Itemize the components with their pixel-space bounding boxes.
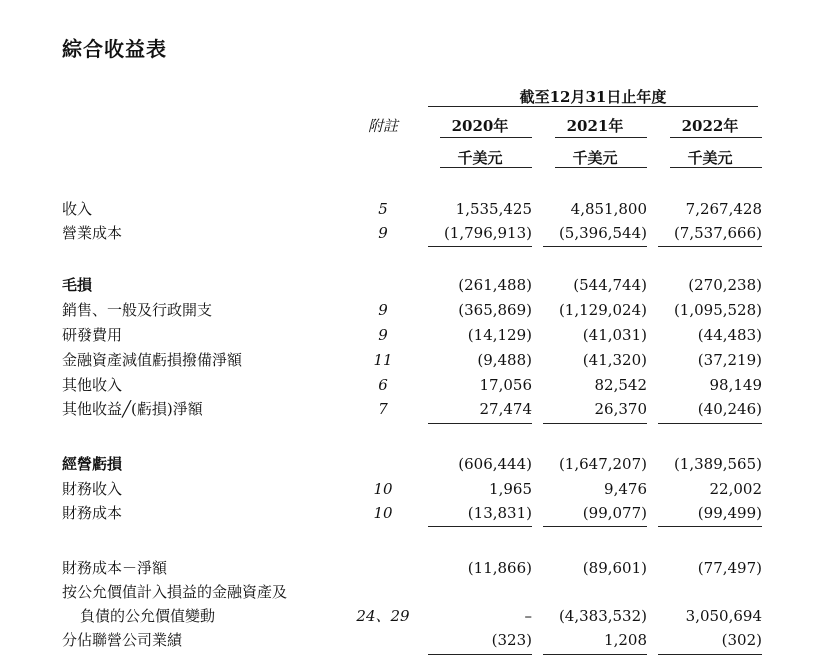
row-value-2022: 98,149 <box>709 376 762 394</box>
row-note: 9 <box>378 301 388 319</box>
row-note: 11 <box>373 351 393 369</box>
row-label: 財務成本－淨額 <box>62 559 168 577</box>
row-value-2020: (365,869) <box>458 301 532 319</box>
row-value-2022: (270,238) <box>688 276 762 294</box>
row-note: 6 <box>378 376 388 394</box>
table-row <box>0 397 836 421</box>
unit-label-2020: 千美元 <box>457 149 503 167</box>
row-value-2020: (11,866) <box>467 559 532 577</box>
subtotal-rule <box>658 526 762 527</box>
row-note: 7 <box>378 400 388 418</box>
unit-rule-2020 <box>440 167 532 168</box>
row-note: 10 <box>373 504 393 522</box>
row-value-2021: 82,542 <box>594 376 647 394</box>
row-value-2022: (44,483) <box>697 326 762 344</box>
table-row <box>0 556 836 580</box>
row-note: 24、29 <box>356 607 410 625</box>
table-row <box>0 373 836 397</box>
row-value-2020: 1,965 <box>489 480 532 498</box>
row-value-2021: (544,744) <box>573 276 647 294</box>
row-value-2020: 1,535,425 <box>455 200 532 218</box>
row-value-2022: (77,497) <box>697 559 762 577</box>
subtotal-rule <box>543 423 647 424</box>
row-value-2022: 7,267,428 <box>685 200 762 218</box>
row-value-2021: (41,031) <box>582 326 647 344</box>
row-note: 9 <box>378 326 388 344</box>
table-row <box>0 197 836 221</box>
subtotal-rule <box>658 654 762 655</box>
row-value-2021: 9,476 <box>604 480 647 498</box>
row-value-2022: (99,499) <box>697 504 762 522</box>
row-label: 負債的公允價值變動 <box>80 607 216 625</box>
row-value-2021: (99,077) <box>582 504 647 522</box>
row-value-2022: 3,050,694 <box>685 607 762 625</box>
row-label: 財務收入 <box>62 480 123 498</box>
row-value-2020: (261,488) <box>458 276 532 294</box>
subtotal-rule <box>428 246 532 247</box>
table-row <box>0 221 836 245</box>
subtotal-rule <box>658 423 762 424</box>
subtotal-rule <box>658 246 762 247</box>
unit-label-2022: 千美元 <box>687 149 733 167</box>
subtotal-rule <box>543 654 647 655</box>
row-value-2022: (1,389,565) <box>673 455 762 473</box>
row-value-2020: 27,474 <box>479 400 532 418</box>
row-value-2020: (606,444) <box>458 455 532 473</box>
subtotal-rule <box>543 246 647 247</box>
column-header-2020: 2020年 <box>451 117 509 135</box>
column-header-2022: 2022年 <box>681 117 739 135</box>
unit-rule-2021 <box>555 167 647 168</box>
row-label: 銷售、一般及行政開支 <box>62 301 213 319</box>
row-value-2021: 4,851,800 <box>570 200 647 218</box>
row-value-2020: – <box>524 607 532 625</box>
row-value-2020: (13,831) <box>467 504 532 522</box>
column-header-rule-2020 <box>440 137 532 138</box>
row-value-2020: (323) <box>491 631 532 649</box>
note-column-header: 附註 <box>367 117 398 135</box>
subtotal-rule <box>428 526 532 527</box>
table-row <box>0 604 836 628</box>
row-value-2021: (5,396,544) <box>558 224 647 242</box>
row-label: 經營虧損 <box>62 455 123 473</box>
row-label: 按公允價值計入損益的金融資產及 <box>62 583 288 601</box>
row-label: 其他收益╱(虧損)淨額 <box>62 400 203 418</box>
row-value-2022: 22,002 <box>709 480 762 498</box>
row-value-2021: (1,647,207) <box>558 455 647 473</box>
row-value-2022: (40,246) <box>697 400 762 418</box>
statement-title: 綜合收益表 <box>62 37 167 61</box>
unit-label-2021: 千美元 <box>572 149 618 167</box>
subtotal-rule <box>428 423 532 424</box>
period-header: 截至12月31日止年度 <box>519 88 667 106</box>
subtotal-rule <box>543 526 647 527</box>
row-label: 其他收入 <box>62 376 123 394</box>
row-label: 研發費用 <box>62 326 123 344</box>
row-label: 收入 <box>62 200 93 218</box>
row-value-2022: (37,219) <box>697 351 762 369</box>
row-value-2020: 17,056 <box>479 376 532 394</box>
row-note: 9 <box>378 224 388 242</box>
row-label: 分佔聯營公司業績 <box>62 631 183 649</box>
row-value-2022: (7,537,666) <box>673 224 762 242</box>
row-value-2020: (14,129) <box>467 326 532 344</box>
table-row <box>0 298 836 322</box>
row-label: 營業成本 <box>62 224 123 242</box>
subtotal-rule <box>428 654 532 655</box>
row-note: 5 <box>378 200 388 218</box>
row-value-2021: 26,370 <box>594 400 647 418</box>
table-row <box>0 580 836 604</box>
row-label: 財務成本 <box>62 504 123 522</box>
period-header-rule <box>428 106 758 107</box>
row-value-2021: (1,129,024) <box>558 301 647 319</box>
row-value-2021: (41,320) <box>582 351 647 369</box>
row-value-2020: (1,796,913) <box>443 224 532 242</box>
table-row <box>0 273 836 297</box>
row-label: 毛損 <box>62 276 93 294</box>
row-value-2021: 1,208 <box>604 631 647 649</box>
row-value-2021: (4,383,532) <box>558 607 647 625</box>
table-row <box>0 348 836 372</box>
table-row <box>0 628 836 652</box>
table-row <box>0 477 836 501</box>
row-label: 金融資產減值虧損撥備淨額 <box>62 351 243 369</box>
table-row <box>0 501 836 525</box>
unit-rule-2022 <box>670 167 762 168</box>
column-header-rule-2021 <box>555 137 647 138</box>
row-value-2022: (1,095,528) <box>673 301 762 319</box>
table-row <box>0 323 836 347</box>
column-header-2021: 2021年 <box>566 117 624 135</box>
column-header-rule-2022 <box>670 137 762 138</box>
row-value-2022: (302) <box>721 631 762 649</box>
row-value-2020: (9,488) <box>477 351 532 369</box>
row-note: 10 <box>373 480 393 498</box>
row-value-2021: (89,601) <box>582 559 647 577</box>
table-row <box>0 452 836 476</box>
